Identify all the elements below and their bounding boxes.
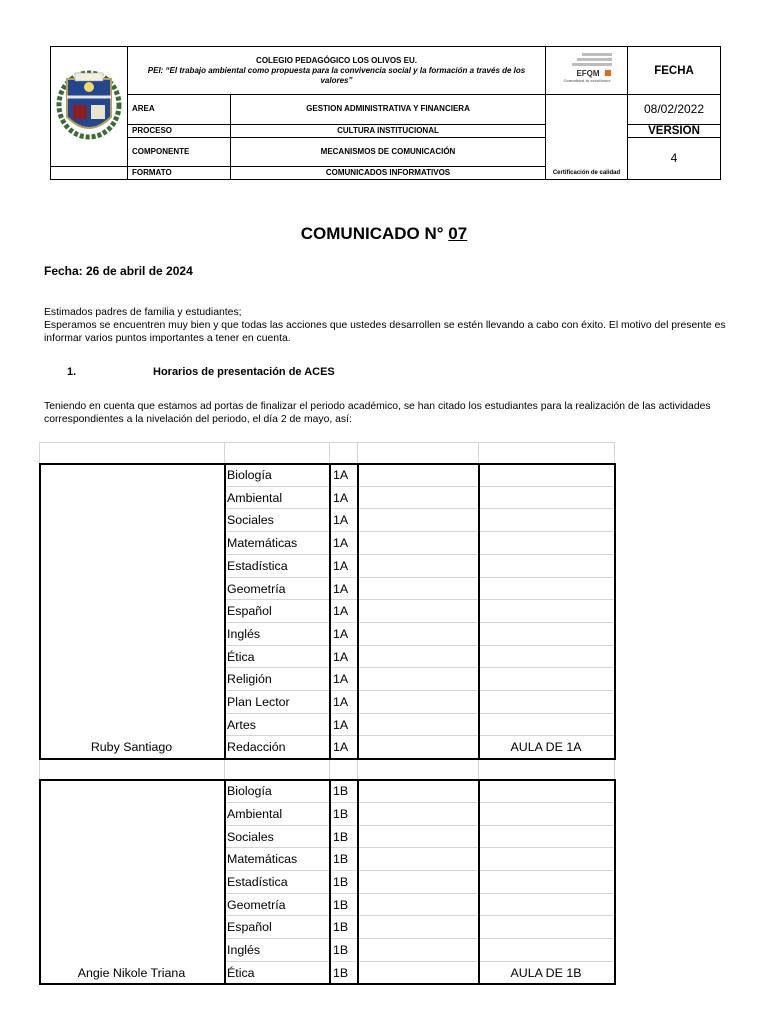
title-prefix: COMUNICADO N° xyxy=(300,224,444,243)
gridline xyxy=(478,442,479,463)
gridline xyxy=(357,442,358,463)
intro-paragraph: Esperamos se encuentren muy bien y que todas las acciones que ustedes desarrollen se estén llevando a cabo con éxito. El motivo del presente es informar varios puntos importantes a tener en cuenta. xyxy=(44,320,726,344)
grid-border xyxy=(357,779,359,983)
grid-border xyxy=(224,779,226,983)
subject-cell: Estadística xyxy=(227,874,288,889)
gridline xyxy=(224,599,478,600)
document-header xyxy=(50,46,721,180)
gridline xyxy=(478,577,614,578)
grid-border xyxy=(478,463,480,758)
subject-cell: Artes xyxy=(227,717,256,732)
pei-statement: PEI: “El trabajo ambiental como propuesta para la convivencia social y la formación a través de los valores” xyxy=(147,65,526,85)
group-cell: 1A xyxy=(333,695,349,709)
grid-border xyxy=(614,779,616,985)
group-cell: 1A xyxy=(333,717,349,732)
grid-border xyxy=(39,779,616,781)
group-cell: 1B xyxy=(333,852,349,867)
group-cell: 1B xyxy=(333,806,349,821)
gridline xyxy=(224,915,478,916)
group-cell: 1A xyxy=(333,558,349,573)
document-date: Fecha: 26 de abril de 2024 xyxy=(44,264,193,278)
gridline xyxy=(478,938,614,939)
group-cell: 1A xyxy=(333,672,349,687)
subject-cell: Ética xyxy=(227,965,255,980)
efqm-label: EFQM xyxy=(575,69,600,78)
gridline xyxy=(224,622,478,623)
gridline xyxy=(329,760,330,779)
gridline xyxy=(224,667,478,668)
group-cell: 1A xyxy=(333,604,349,619)
group-cell: 1A xyxy=(333,626,349,641)
subject-cell: Matemáticas xyxy=(227,852,298,867)
gridline xyxy=(478,893,614,894)
efqm-cell xyxy=(546,47,628,95)
gridline xyxy=(224,486,478,487)
subject-cell: Ambiental xyxy=(227,490,283,505)
header-title-cell xyxy=(128,47,546,95)
gridline xyxy=(224,713,478,714)
grid-border xyxy=(614,463,616,760)
group-cell: 1A xyxy=(333,490,349,505)
grid-border xyxy=(39,983,616,985)
gridline xyxy=(478,554,614,555)
gridline xyxy=(224,508,478,509)
classroom-cell: AULA DE 1B xyxy=(510,965,582,980)
subject-cell: Inglés xyxy=(227,943,261,957)
grid-border xyxy=(39,463,616,465)
gridline xyxy=(224,802,478,803)
gridline xyxy=(224,735,478,736)
group-cell: 1B xyxy=(333,965,349,980)
gridline xyxy=(224,690,478,691)
grid-border xyxy=(329,779,331,983)
section-number: 1. xyxy=(67,366,77,378)
group-cell: 1A xyxy=(333,513,349,528)
componente-label: COMPONENTE xyxy=(128,137,231,167)
group-cell: 1B xyxy=(333,829,349,844)
fecha-label: FECHA xyxy=(628,47,721,95)
school-logo-cell xyxy=(51,47,128,167)
greeting: Estimados padres de familia y estudiantes; xyxy=(44,307,242,318)
version-value: 4 xyxy=(628,137,721,180)
group-cell: 1A xyxy=(333,649,349,664)
section-body: Teniendo en cuenta que estamos ad portas de finalizar el periodo académico, se han citado los estudiantes para la realización de las actividades correspondientes a la nivelación del periodo, el día 2 de mayo, así: xyxy=(44,401,711,425)
gridline xyxy=(478,915,614,916)
gridline xyxy=(329,442,330,463)
gridline xyxy=(478,735,614,736)
gridline xyxy=(478,599,614,600)
section-title: Horarios de presentación de ACES xyxy=(153,366,335,378)
fecha-value: 08/02/2022 xyxy=(628,95,721,125)
school-name: COLEGIO PEDAGÓGICO LOS OLIVOS EU. xyxy=(256,55,417,65)
subject-cell: Matemáticas xyxy=(227,536,298,551)
gridline xyxy=(224,760,225,779)
subject-cell: Geometría xyxy=(227,897,286,912)
gridline xyxy=(478,961,614,962)
group-cell: 1B xyxy=(333,874,349,889)
grid-border xyxy=(39,758,616,760)
group-cell: 1B xyxy=(333,943,349,957)
gridline xyxy=(478,760,479,779)
section-heading xyxy=(67,366,335,378)
gridline xyxy=(224,645,478,646)
classroom-cell: AULA DE 1A xyxy=(510,740,582,755)
subject-cell: Español xyxy=(227,920,272,935)
document-title xyxy=(0,224,768,244)
school-crest-icon xyxy=(51,47,127,163)
subject-cell: Biología xyxy=(227,784,272,799)
teacher-name: Angie Nikole Triana xyxy=(77,965,186,980)
subject-cell: Inglés xyxy=(227,626,261,641)
subject-cell: Sociales xyxy=(227,513,274,528)
formato-value: COMUNICADOS INFORMATIVOS xyxy=(231,167,546,180)
gridline xyxy=(224,442,225,463)
gridline xyxy=(614,760,615,779)
gridline xyxy=(478,847,614,848)
group-cell: 1A xyxy=(333,740,349,755)
proceso-label: PROCESO xyxy=(128,124,231,137)
gridline xyxy=(478,486,614,487)
gridline xyxy=(478,802,614,803)
formato-label: FORMATO xyxy=(128,167,231,180)
grid-border xyxy=(224,463,226,758)
grid-border xyxy=(357,463,359,758)
grid-border xyxy=(329,463,331,758)
proceso-value: CULTURA INSTITUCIONAL xyxy=(231,124,546,137)
gridline xyxy=(357,760,358,779)
group-cell: 1B xyxy=(333,897,349,912)
group-cell: 1B xyxy=(333,920,349,935)
gridline xyxy=(478,690,614,691)
subject-cell: Biología xyxy=(227,468,272,482)
gridline xyxy=(614,442,615,463)
gridline xyxy=(224,825,478,826)
gridline xyxy=(478,870,614,871)
subject-cell: Ética xyxy=(227,649,255,664)
gridline xyxy=(224,870,478,871)
componente-value: MECANISMOS DE COMUNICACIÓN xyxy=(231,137,546,167)
subject-cell: Plan Lector xyxy=(227,695,290,709)
grid-border xyxy=(39,779,41,985)
grid-border xyxy=(478,779,480,983)
gridline xyxy=(224,847,478,848)
subject-cell: Geometría xyxy=(227,581,286,596)
gridline xyxy=(39,760,40,779)
gridline xyxy=(478,645,614,646)
gridline xyxy=(478,622,614,623)
version-label: VERSION xyxy=(628,124,721,137)
gridline xyxy=(478,713,614,714)
area-label: AREA xyxy=(128,95,231,125)
area-value: GESTION ADMINISTRATIVA Y FINANCIERA xyxy=(231,95,546,125)
subject-cell: Español xyxy=(227,604,272,619)
gridline xyxy=(39,442,614,443)
subject-cell: Ambiental xyxy=(227,806,283,821)
group-cell: 1A xyxy=(333,468,349,482)
gridline xyxy=(224,531,478,532)
efqm-logo-icon xyxy=(552,49,622,89)
subject-cell: Redacción xyxy=(227,740,286,755)
efqm-caption: Committed to excellence xyxy=(562,78,611,83)
gridline xyxy=(224,554,478,555)
group-cell: 1A xyxy=(333,581,349,596)
gridline xyxy=(478,825,614,826)
gridline xyxy=(224,938,478,939)
group-cell: 1B xyxy=(333,784,349,799)
gridline xyxy=(478,667,614,668)
gridline xyxy=(478,508,614,509)
subject-cell: Sociales xyxy=(227,829,274,844)
group-cell: 1A xyxy=(333,536,349,551)
subject-cell: Religión xyxy=(227,672,272,687)
gridline xyxy=(478,531,614,532)
gridline xyxy=(224,961,478,962)
subject-cell: Estadística xyxy=(227,558,288,573)
certification-caption: Certificación de calidad xyxy=(546,95,628,180)
gridline xyxy=(224,577,478,578)
gridline xyxy=(224,893,478,894)
grid-border xyxy=(39,463,41,760)
title-number: 07 xyxy=(448,224,468,243)
gridline xyxy=(39,442,40,463)
teacher-name: Ruby Santiago xyxy=(90,740,173,755)
